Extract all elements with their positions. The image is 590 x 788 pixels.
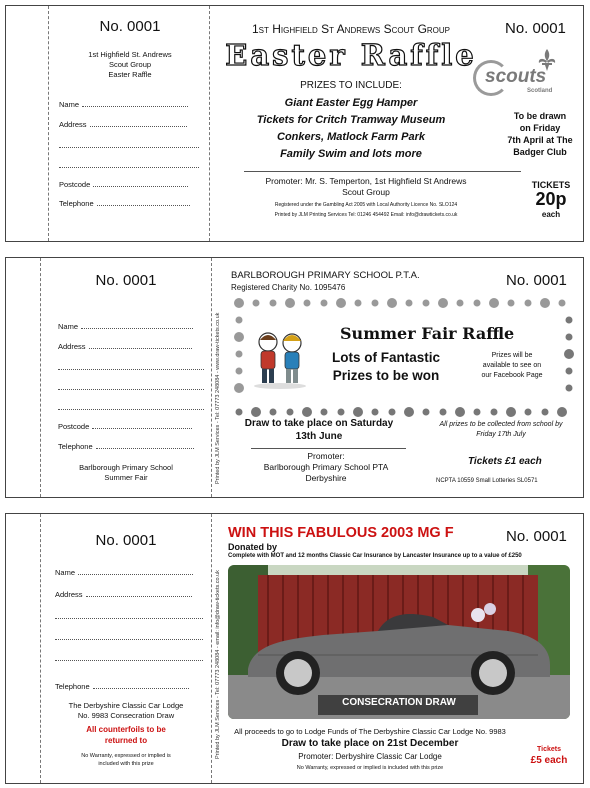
telephone-field[interactable]: Telephone (58, 442, 194, 451)
flower-dot (438, 298, 448, 308)
perforation-line (211, 514, 212, 783)
flower-dot (285, 298, 295, 308)
flower-dot (287, 409, 294, 416)
flower-dot (506, 407, 516, 417)
address-line[interactable] (59, 147, 199, 148)
flower-dot (321, 300, 328, 307)
logo-text: scouts (485, 66, 547, 87)
flower-dot (566, 385, 573, 392)
flower-dot (489, 298, 499, 308)
flower-dot (557, 407, 567, 417)
flower-dot (338, 409, 345, 416)
prize-item: Family Swim and lots more (280, 148, 422, 160)
scouts-logo (471, 48, 571, 100)
perforation-line (40, 258, 41, 497)
flower-dot (508, 300, 515, 307)
flower-dot (564, 349, 574, 359)
printer-vertical-text: Printed by JLM Services - Tel: 07773 248084 - www.draw-tickets.co.uk (215, 312, 221, 484)
telephone-field[interactable]: Telephone (59, 199, 190, 208)
ticket-number: No. 0001 (505, 20, 566, 37)
prize-item: Tickets for Critch Tramway Museum (256, 114, 446, 126)
flower-dot (455, 407, 465, 417)
flower-dot (404, 407, 414, 417)
flower-dot (406, 300, 413, 307)
group-name: 1st Highfield St Andrews Scout Group (251, 22, 451, 36)
raffle-ticket-summer-fair (5, 257, 584, 498)
charity-number: Registered Charity No. 1095476 (231, 283, 346, 292)
postcode-field[interactable]: Postcode (59, 180, 188, 189)
registration-text: Registered under the Gambling Act 2005 with Local Authority Licence No. SLO124 (274, 202, 458, 208)
address-field[interactable]: Address (58, 342, 192, 351)
flower-dot (542, 409, 549, 416)
printer-vertical-text: Printed by JLM Services - Tel: 07773 248084 - email: info@draw-tickets.co.uk (215, 570, 221, 759)
children-icon (252, 328, 308, 390)
promoter: Promoter: Mr. S. Temperton, 1st Highfield St Andrews Scout Group (265, 176, 467, 197)
counterfoil-note: All counterfoils to be returned to (86, 725, 166, 745)
event-subtitle: Lots of Fantastic Prizes to be won (331, 350, 440, 383)
raffle-ticket-easter (5, 5, 584, 242)
ticket-price: £5 each (530, 755, 568, 766)
name-field[interactable]: Name (58, 322, 193, 331)
photo-caption: CONSECRATION DRAW (342, 697, 456, 708)
address-line[interactable] (58, 389, 204, 390)
car-photo (228, 565, 570, 719)
stub-footer: The Derbyshire Classic Car Lodge No. 9983 Consecration Draw (68, 701, 184, 720)
address-field[interactable]: Address (59, 120, 187, 129)
ticket-price: Tickets £1 each (468, 456, 542, 467)
flower-dot (566, 317, 573, 324)
address-field[interactable]: Address (55, 590, 192, 599)
flower-dot (387, 298, 397, 308)
flower-dot (353, 407, 363, 417)
promoter: Promoter: Derbyshire Classic Car Lodge (298, 752, 442, 761)
flower-dot (423, 300, 430, 307)
flower-dot (491, 409, 498, 416)
flower-dot (457, 300, 464, 307)
draw-info: To be drawn on Friday 7th April at The Badger Club (507, 111, 573, 157)
postcode-field[interactable]: Postcode (58, 422, 192, 431)
flower-dot (236, 351, 243, 358)
event-title: Easter Raffle (225, 38, 477, 72)
prizes-list (211, 95, 491, 163)
prize-item: Conkers, Matlock Farm Park (277, 131, 425, 143)
raffle-ticket-mg-car (5, 513, 584, 784)
draw-date: Draw to take place on 21st December (281, 738, 459, 749)
warranty: No Warranty, expressed or implied is included with this prize (296, 765, 444, 771)
headline: WIN THIS FABULOUS 2003 MG F (228, 525, 454, 541)
flower-dot (251, 407, 261, 417)
flower-dot (525, 409, 532, 416)
draw-info: Draw to take place on Saturday 13th June (244, 418, 394, 442)
divider (244, 171, 521, 172)
complete-with: Complete with MOT and 12 months Classic Car Insurance by Lancaster Insurance up to a value of £250 (228, 553, 522, 559)
ticket-price: 20p (535, 189, 567, 209)
name-field[interactable]: Name (55, 568, 193, 577)
prize-item: Giant Easter Egg Hamper (284, 97, 418, 109)
promoter: Promoter: Barlborough Primary School PTA Derbyshire (263, 451, 389, 483)
address-line[interactable] (55, 660, 203, 661)
school-name: BARLBOROUGH PRIMARY SCHOOL P.T.A. (231, 270, 420, 281)
divider (251, 448, 406, 449)
prizes-heading: PRIZES TO INCLUDE: (300, 80, 402, 91)
flower-dot (253, 300, 260, 307)
flower-dot (336, 298, 346, 308)
collect-info: All prizes to be collected from school by Friday 17th July (439, 421, 563, 438)
stub-address: 1st Highfield St. Andrews Scout Group Easter Raffle (88, 50, 172, 79)
flower-dot (270, 409, 277, 416)
flower-dot (566, 368, 573, 375)
flower-dot (389, 409, 396, 416)
address-line[interactable] (59, 167, 199, 168)
proceeds: All proceeds to go to Lodge Funds of The Derbyshire Classic Car Lodge No. 9983 (234, 727, 506, 736)
printer-text: Printed by JLM Printing Services Tel: 01246 454492 Email: info@drawtickets.co.uk (274, 212, 458, 218)
perforation-line (40, 514, 41, 783)
name-field[interactable]: Name (59, 100, 188, 109)
children-illustration (252, 328, 308, 390)
flower-dot (321, 409, 328, 416)
tickets-label: TICKETS (531, 180, 571, 190)
flower-dot (540, 298, 550, 308)
telephone-field[interactable]: Telephone (55, 682, 189, 691)
licence-text: NCPTA 10559 Small Lotteries SL0571 (436, 478, 538, 484)
ticket-number: No. 0001 (506, 528, 567, 545)
flower-dot (355, 300, 362, 307)
flower-dot (234, 383, 244, 393)
perforation-line (209, 6, 210, 241)
flower-dot (270, 300, 277, 307)
address-line[interactable] (58, 409, 204, 410)
flower-dot (474, 300, 481, 307)
price-each: each (541, 210, 561, 219)
flower-dot (372, 409, 379, 416)
perforation-line (211, 258, 212, 497)
perforation-line (48, 6, 49, 241)
stub-number: No. 0001 (99, 18, 161, 35)
flower-dot (372, 300, 379, 307)
address-line[interactable] (55, 618, 203, 619)
flower-dot (566, 334, 573, 341)
facebook-note: Prizes will be available to see on our Facebook Page (481, 352, 543, 379)
tickets-label: Tickets (537, 746, 561, 753)
flower-dot (234, 298, 244, 308)
flower-dot (236, 317, 243, 324)
flower-dot (234, 332, 244, 342)
car-photo-image (228, 565, 570, 719)
flower-dot (236, 409, 243, 416)
stub-number: No. 0001 (95, 272, 157, 289)
flower-dot (474, 409, 481, 416)
flower-dot (440, 409, 447, 416)
ticket-number: No. 0001 (506, 272, 567, 289)
event-title: Summer Fair Raffle (340, 324, 515, 343)
flower-dot (423, 409, 430, 416)
stub-number: No. 0001 (95, 532, 157, 549)
address-line[interactable] (55, 639, 203, 640)
stub-footer: Barlborough Primary School Summer Fair (79, 463, 173, 482)
flower-dot (304, 300, 311, 307)
stub-warranty: No Warranty, expressed or implied is included with this prize (81, 753, 171, 767)
flower-dot (302, 407, 312, 417)
logo-subtext: Scotland (527, 88, 553, 94)
flower-dot (525, 300, 532, 307)
donated-by: Donated by (228, 542, 278, 552)
flower-dot (236, 368, 243, 375)
flower-dot (559, 300, 566, 307)
address-line[interactable] (58, 369, 204, 370)
